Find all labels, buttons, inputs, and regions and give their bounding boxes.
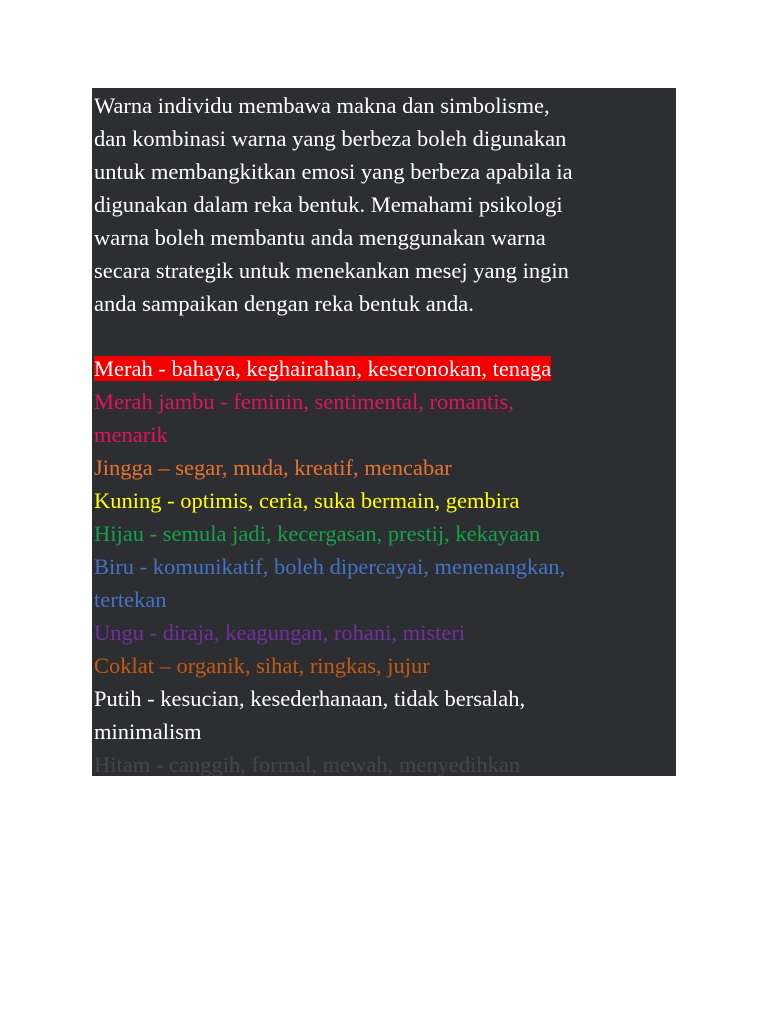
color-meaning-line: menarik <box>94 422 168 447</box>
color-meaning-line: Hijau - semula jadi, kecergasan, prestij, kekayaan <box>94 521 541 546</box>
color-meaning-line: Jingga – segar, muda, kreatif, mencabar <box>94 455 452 480</box>
intro-line: digunakan dalam reka bentuk. Memahami psikologi <box>94 192 563 217</box>
color-meaning-item <box>94 451 676 484</box>
color-meaning-line: tertekan <box>94 587 167 612</box>
color-meaning-item <box>94 616 676 649</box>
color-meaning-item <box>94 484 676 517</box>
color-meaning-line: Coklat – organik, sihat, ringkas, jujur <box>94 653 430 678</box>
color-meaning-list <box>94 352 676 776</box>
color-meaning-line: Merah jambu - feminin, sentimental, romantis, <box>94 389 514 414</box>
intro-line: Warna individu membawa makna dan simbolisme, <box>94 93 550 118</box>
highlighted-text: Merah - bahaya, keghairahan, keseronokan, tenaga <box>94 356 552 381</box>
color-meaning-line <box>94 352 676 385</box>
text-panel <box>92 88 676 776</box>
color-meaning-item <box>94 352 676 385</box>
color-meaning-line: Biru - komunikatif, boleh dipercayai, menenangkan, <box>94 554 566 579</box>
intro-line: untuk membangkitkan emosi yang berbeza apabila ia <box>94 159 573 184</box>
intro-line: anda sampaikan dengan reka bentuk anda. <box>94 291 474 316</box>
intro-paragraph <box>94 89 676 320</box>
color-meaning-line: Kuning - optimis, ceria, suka bermain, gembira <box>94 488 520 513</box>
color-meaning-line: minimalism <box>94 719 202 744</box>
intro-line: secara strategik untuk menekankan mesej yang ingin <box>94 258 569 283</box>
color-meaning-item <box>94 682 676 748</box>
color-meaning-item <box>94 385 676 451</box>
intro-line: dan kombinasi warna yang berbeza boleh digunakan <box>94 126 567 151</box>
color-meaning-item <box>94 649 676 682</box>
color-meaning-item <box>94 517 676 550</box>
color-meaning-line: Ungu - diraja, keagungan, rohani, misteri <box>94 620 466 645</box>
color-meaning-item <box>94 550 676 616</box>
color-meaning-item <box>94 748 676 776</box>
color-meaning-line: Putih - kesucian, kesederhanaan, tidak bersalah, <box>94 686 526 711</box>
intro-line: warna boleh membantu anda menggunakan warna <box>94 225 546 250</box>
color-meaning-line: Hitam - canggih, formal, mewah, menyedihkan <box>94 752 521 776</box>
